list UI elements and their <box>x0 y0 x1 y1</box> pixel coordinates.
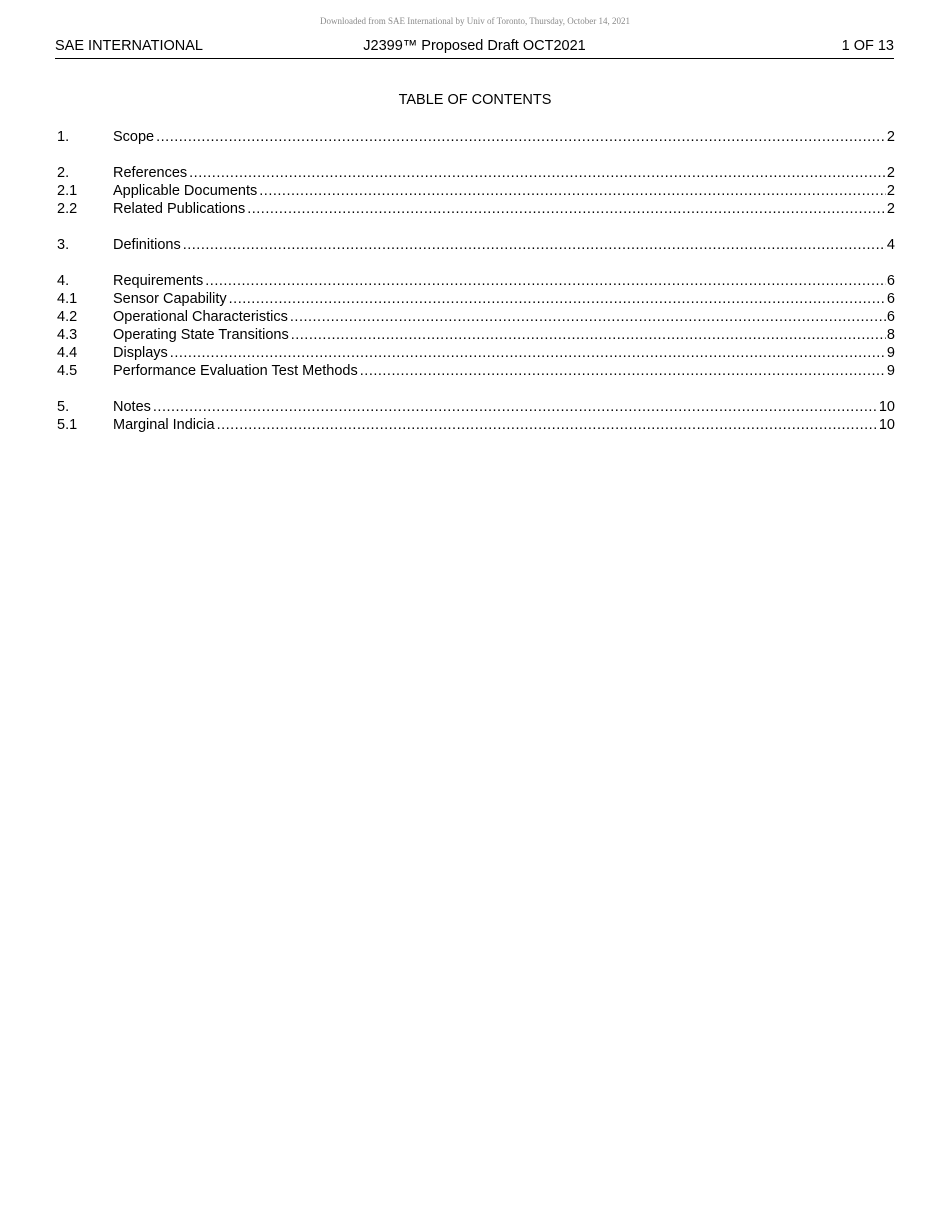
toc-entry-page: 10 <box>878 399 895 415</box>
toc-entry-number: 2.1 <box>57 183 78 199</box>
toc-entry-page: 2 <box>886 165 895 181</box>
toc-entry-label: Operational Characteristics <box>113 309 288 325</box>
toc-entry-number: 5. <box>57 399 70 415</box>
toc-entry-number: 2. <box>57 165 70 181</box>
toc-entry-number: 4.3 <box>57 327 78 343</box>
toc-leader-dots <box>183 236 886 254</box>
toc-entry[interactable] <box>57 416 895 434</box>
toc-entry-number: 4.4 <box>57 345 78 361</box>
toc-entry[interactable] <box>57 164 895 182</box>
toc-entry[interactable] <box>57 326 895 344</box>
toc-leader-dots <box>259 182 886 200</box>
toc-entry-number: 4. <box>57 273 70 289</box>
toc-leader-dots <box>205 272 886 290</box>
toc-group-scope <box>57 128 895 146</box>
toc-entry-number: 2.2 <box>57 201 78 217</box>
toc-entry-number: 4.2 <box>57 309 78 325</box>
toc-group-references <box>57 164 895 218</box>
table-of-contents <box>57 128 895 452</box>
toc-leader-dots <box>290 308 886 326</box>
toc-entry-label: Notes <box>113 399 151 415</box>
toc-leader-dots <box>156 128 886 146</box>
toc-leader-dots <box>170 344 886 362</box>
toc-entry[interactable] <box>57 308 895 326</box>
toc-entry-label: Requirements <box>113 273 204 289</box>
toc-leader-dots <box>189 164 886 182</box>
toc-leader-dots <box>247 200 886 218</box>
toc-entry-page: 9 <box>886 363 895 379</box>
toc-entry-label: Marginal Indicia <box>113 417 215 433</box>
toc-entry-page: 2 <box>886 129 895 145</box>
toc-entry-label: Displays <box>113 345 168 361</box>
toc-entry-number: 1. <box>57 129 70 145</box>
toc-entry[interactable] <box>57 200 895 218</box>
toc-entry[interactable] <box>57 182 895 200</box>
toc-leader-dots <box>217 416 878 434</box>
toc-entry-number: 3. <box>57 237 70 253</box>
toc-entry-label: Sensor Capability <box>113 291 227 307</box>
toc-entry-page: 10 <box>878 417 895 433</box>
toc-entry-page: 2 <box>886 201 895 217</box>
header-organization: SAE INTERNATIONAL <box>55 38 203 54</box>
toc-entry-page: 6 <box>886 291 895 307</box>
toc-leader-dots <box>291 326 886 344</box>
toc-entry-label: Related Publications <box>113 201 246 217</box>
toc-entry-label: References <box>113 165 188 181</box>
toc-entry-number: 5.1 <box>57 417 78 433</box>
toc-entry[interactable] <box>57 290 895 308</box>
toc-entry-page: 6 <box>886 309 895 325</box>
toc-entry[interactable] <box>57 344 895 362</box>
toc-entry-number: 4.5 <box>57 363 78 379</box>
toc-entry-label: Applicable Documents <box>113 183 258 199</box>
toc-entry-page: 6 <box>886 273 895 289</box>
toc-group-definitions <box>57 236 895 254</box>
toc-leader-dots <box>153 398 878 416</box>
header-page-number: 1 OF 13 <box>841 38 894 54</box>
toc-entry-page: 2 <box>886 183 895 199</box>
toc-entry[interactable] <box>57 272 895 290</box>
toc-entry-label: Performance Evaluation Test Methods <box>113 363 358 379</box>
toc-heading: TABLE OF CONTENTS <box>398 92 552 108</box>
toc-entry-label: Operating State Transitions <box>113 327 289 343</box>
toc-entry-page: 8 <box>886 327 895 343</box>
download-watermark: Downloaded from SAE International by Univ of Toronto, Thursday, October 14, 2021 <box>320 16 630 26</box>
toc-entry[interactable] <box>57 362 895 380</box>
page-header <box>55 38 894 59</box>
toc-entry-page: 9 <box>886 345 895 361</box>
toc-entry[interactable] <box>57 128 895 146</box>
toc-group-notes <box>57 398 895 434</box>
toc-group-requirements <box>57 272 895 380</box>
toc-entry-page: 4 <box>886 237 895 253</box>
toc-entry-number: 4.1 <box>57 291 78 307</box>
toc-leader-dots <box>229 290 886 308</box>
toc-entry[interactable] <box>57 236 895 254</box>
header-document-title: J2399™ Proposed Draft OCT2021 <box>363 38 586 54</box>
toc-entry[interactable] <box>57 398 895 416</box>
toc-entry-label: Definitions <box>113 237 181 253</box>
toc-entry-label: Scope <box>113 129 155 145</box>
toc-leader-dots <box>360 362 886 380</box>
